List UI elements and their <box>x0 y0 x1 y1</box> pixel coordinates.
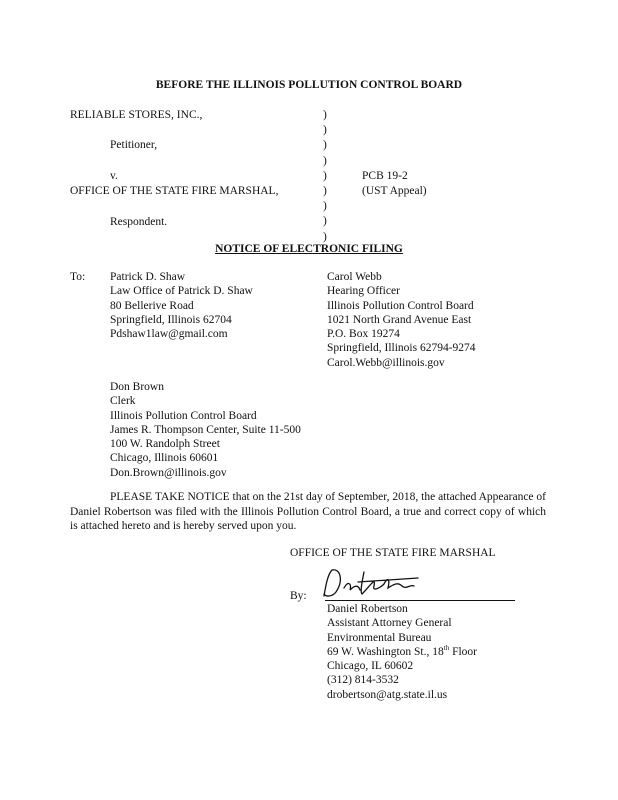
paren: ) <box>323 184 327 197</box>
paren: ) <box>323 200 327 213</box>
to-label: To: <box>70 271 86 283</box>
paren: ) <box>323 139 327 152</box>
signatory-city: Chicago, IL 60602 <box>327 660 414 673</box>
paren: ) <box>323 154 327 167</box>
by-label: By: <box>290 590 307 602</box>
signatory-phone: (312) 814-3532 <box>327 674 399 687</box>
ordinal-suffix: th <box>443 644 450 653</box>
address-line: Carol Webb <box>327 271 382 283</box>
versus-label: v. <box>110 170 118 182</box>
signatory-title: Assistant Attorney General <box>327 617 452 630</box>
paren: ) <box>323 109 327 121</box>
caption-parentheses <box>323 108 327 245</box>
floor-text: Floor <box>449 645 478 658</box>
signatory-name: Daniel Robertson <box>327 603 408 615</box>
address-line: P.O. Box 19274 <box>327 328 400 341</box>
recipient-brown <box>110 380 301 480</box>
recipient-shaw <box>110 270 253 341</box>
signatory-bureau: Environmental Bureau <box>327 631 432 644</box>
signature-line <box>325 600 515 601</box>
signature-org: OFFICE OF THE STATE FIRE MARSHAL <box>290 547 496 559</box>
email-line: Don.Brown@illinois.gov <box>110 466 227 479</box>
signatory-email: drobertson@atg.state.il.us <box>327 688 448 701</box>
paren: ) <box>323 230 327 243</box>
address-line: Don Brown <box>110 381 164 393</box>
case-type: (UST Appeal) <box>362 185 427 197</box>
address-line: Patrick D. Shaw <box>110 271 186 283</box>
email-line: Pdshaw1law@gmail.com <box>110 328 228 341</box>
address-line: 1021 North Grand Avenue East <box>327 313 472 326</box>
case-number: PCB 19-2 <box>362 170 408 182</box>
address-line: Springfield, Illinois 62704 <box>110 313 232 326</box>
paren: ) <box>323 124 327 137</box>
address-line: James R. Thompson Center, Suite 11-500 <box>110 423 301 436</box>
petitioner-role: Petitioner, <box>110 139 158 151</box>
address-line: 80 Bellerive Road <box>110 299 194 312</box>
address-line: Clerk <box>110 395 136 408</box>
address-line: Chicago, Illinois 60601 <box>110 452 219 465</box>
board-heading: BEFORE THE ILLINOIS POLLUTION CONTROL BOARD <box>155 79 463 91</box>
street-text: 69 W. Washington St., 18 <box>327 645 444 658</box>
respondent-name: OFFICE OF THE STATE FIRE MARSHAL, <box>70 185 279 197</box>
paren: ) <box>323 215 327 228</box>
notice-paragraph-text: PLEASE TAKE NOTICE that on the 21st day of September, 2018, the attached Appearance of Daniel Robertson was filed with the Illinois Pollution Control Board, a true and correct copy of which is attached hereto and is hereby served upon you. <box>70 491 546 532</box>
signatory-details <box>327 602 477 702</box>
handwritten-signature <box>318 566 428 602</box>
petitioner-name: RELIABLE STORES, INC., <box>70 109 203 121</box>
address-line: 100 W. Randolph Street <box>110 438 220 451</box>
notice-paragraph <box>70 490 546 534</box>
notice-title: NOTICE OF ELECTRONIC FILING <box>215 243 403 255</box>
email-line: Carol.Webb@illinois.gov <box>327 356 445 369</box>
recipient-webb <box>327 270 476 370</box>
address-line: Law Office of Patrick D. Shaw <box>110 285 253 298</box>
address-line: Springfield, Illinois 62794-9274 <box>327 342 476 355</box>
paren: ) <box>323 169 327 182</box>
signatory-street <box>327 645 477 659</box>
respondent-role: Respondent. <box>110 216 168 228</box>
address-line: Illinois Pollution Control Board <box>110 409 257 422</box>
address-line: Hearing Officer <box>327 285 400 298</box>
address-line: Illinois Pollution Control Board <box>327 299 474 312</box>
